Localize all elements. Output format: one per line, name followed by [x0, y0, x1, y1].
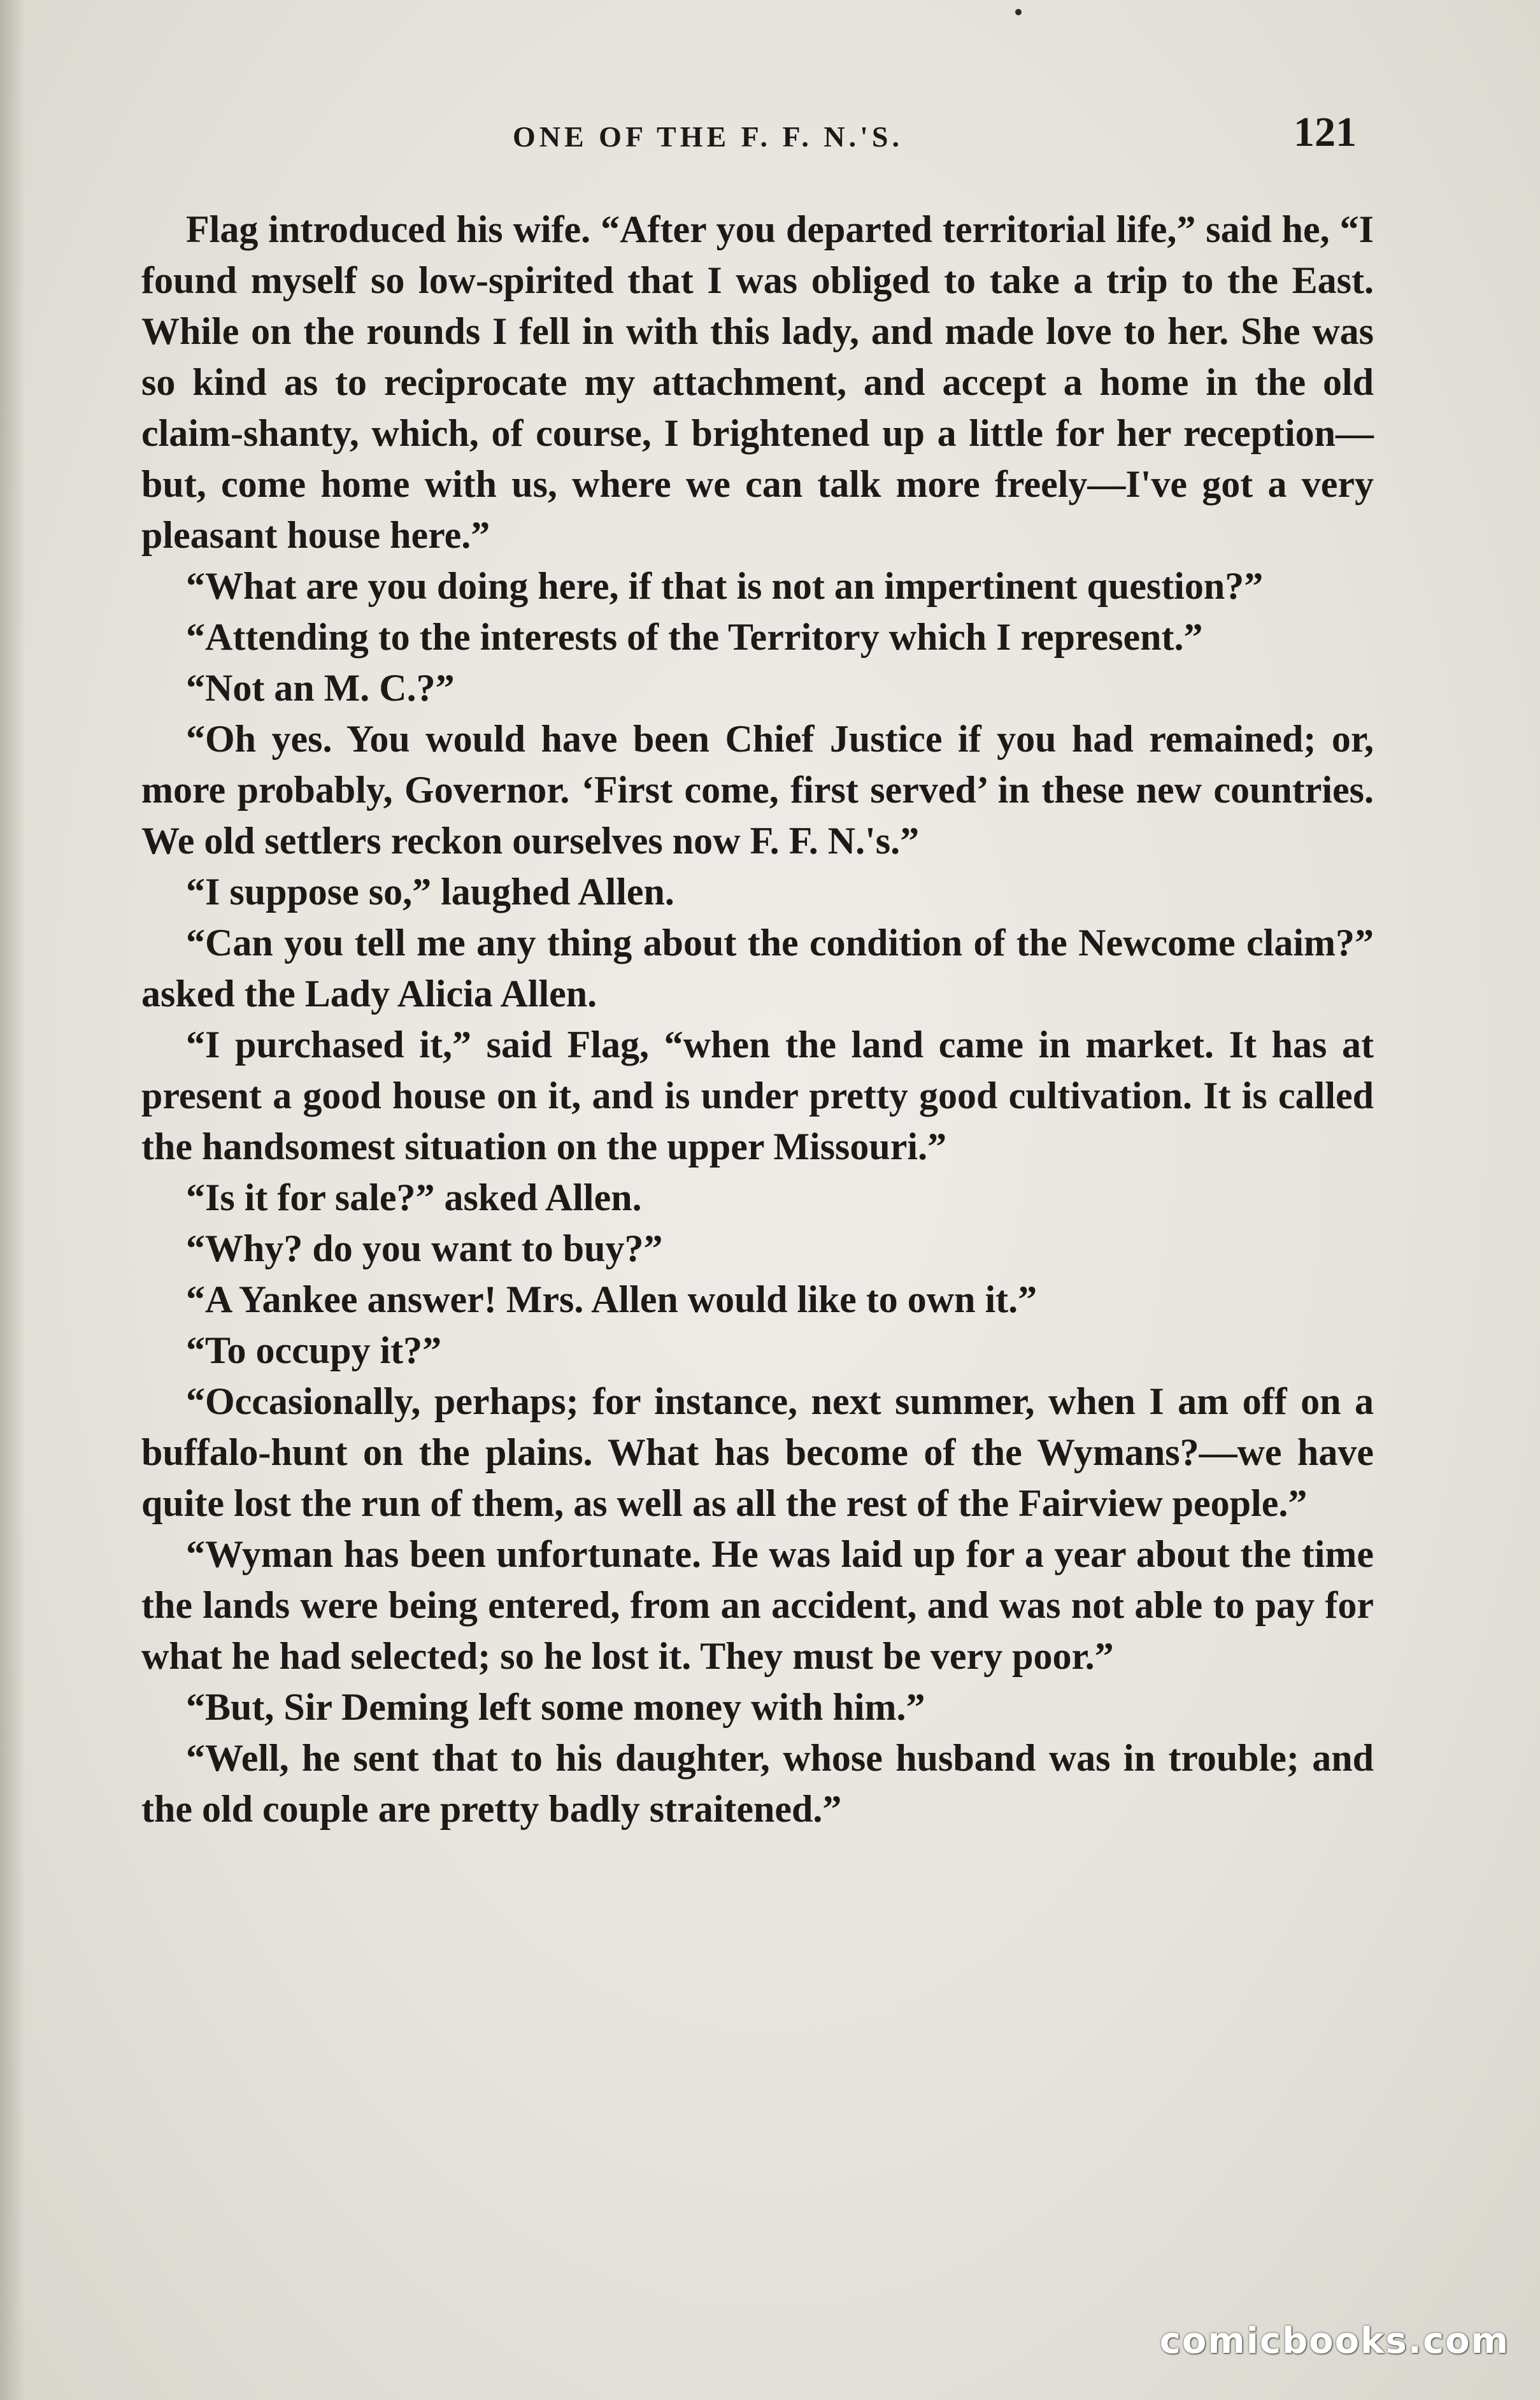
paragraph: “Attending to the interests of the Territory which I represent.” [186, 616, 1203, 658]
paragraph: “Wyman has been unfortunate. He was laid up for a year about the time the lands were being entered, from an accident, and was not able to pay for what he had selected; so he lost it. They must be very poor.” [141, 1533, 1374, 1677]
page-header [134, 108, 1369, 159]
paragraph: “Well, he sent that to his daughter, whose husband was in trouble; and the old couple are pretty badly straitened.” [141, 1737, 1374, 1830]
paragraph: “Oh yes. You would have been Chief Justice if you had remained; or, more probably, Governor. ‘First come, first served’ in these new countries. We old settlers reckon ourselves now F. F. N.'s.” [141, 718, 1374, 862]
paragraph: “I purchased it,” said Flag, “when the land came in market. It has at present a good house on it, and is under pretty good cultivation. It is called the handsomest situation on the upper Missouri.” [141, 1024, 1374, 1168]
running-head: ONE OF THE F. F. N.'S. [513, 120, 904, 153]
paragraph: “Is it for sale?” asked Allen. [186, 1176, 642, 1218]
paragraph: “Not an M. C.?” [186, 667, 455, 709]
paragraph: Flag introduced his wife. “After you departed territorial life,” said he, “I found myself so low-spirited that I was obliged to take a trip to the East. While on the rounds I fell in with this lady, and made love to her. She was so kind as to reciprocate my attachment, and accept a home in the old claim-shanty, which, of course, I brightened up a little for her reception—but, come home with us, where we can talk more freely—I've got a very pleasant house here.” [141, 208, 1374, 556]
body-text [141, 204, 1374, 1834]
page-number: 121 [1294, 109, 1357, 155]
paragraph: “But, Sir Deming left some money with him.” [186, 1686, 925, 1728]
paragraph: “I suppose so,” laughed Allen. [186, 871, 674, 913]
paragraph: “Why? do you want to buy?” [186, 1227, 663, 1269]
paragraph: “What are you doing here, if that is not an impertinent question?” [186, 565, 1264, 607]
ink-speck [1015, 9, 1022, 15]
paragraph: “To occupy it?” [186, 1329, 442, 1371]
paragraph: “Occasionally, perhaps; for instance, next summer, when I am off on a buffalo-hunt on the plains. What has become of the Wymans?—we have quite lost the run of them, as well as all the rest of the Fairview people.” [141, 1380, 1374, 1524]
page-edge-shadow [0, 0, 25, 2400]
paragraph: “Can you tell me any thing about the condition of the Newcome claim?” asked the Lady Alicia Allen. [141, 922, 1374, 1015]
paragraph: “A Yankee answer! Mrs. Allen would like to own it.” [186, 1278, 1037, 1320]
watermark: comicbooks.com [1159, 2320, 1509, 2362]
